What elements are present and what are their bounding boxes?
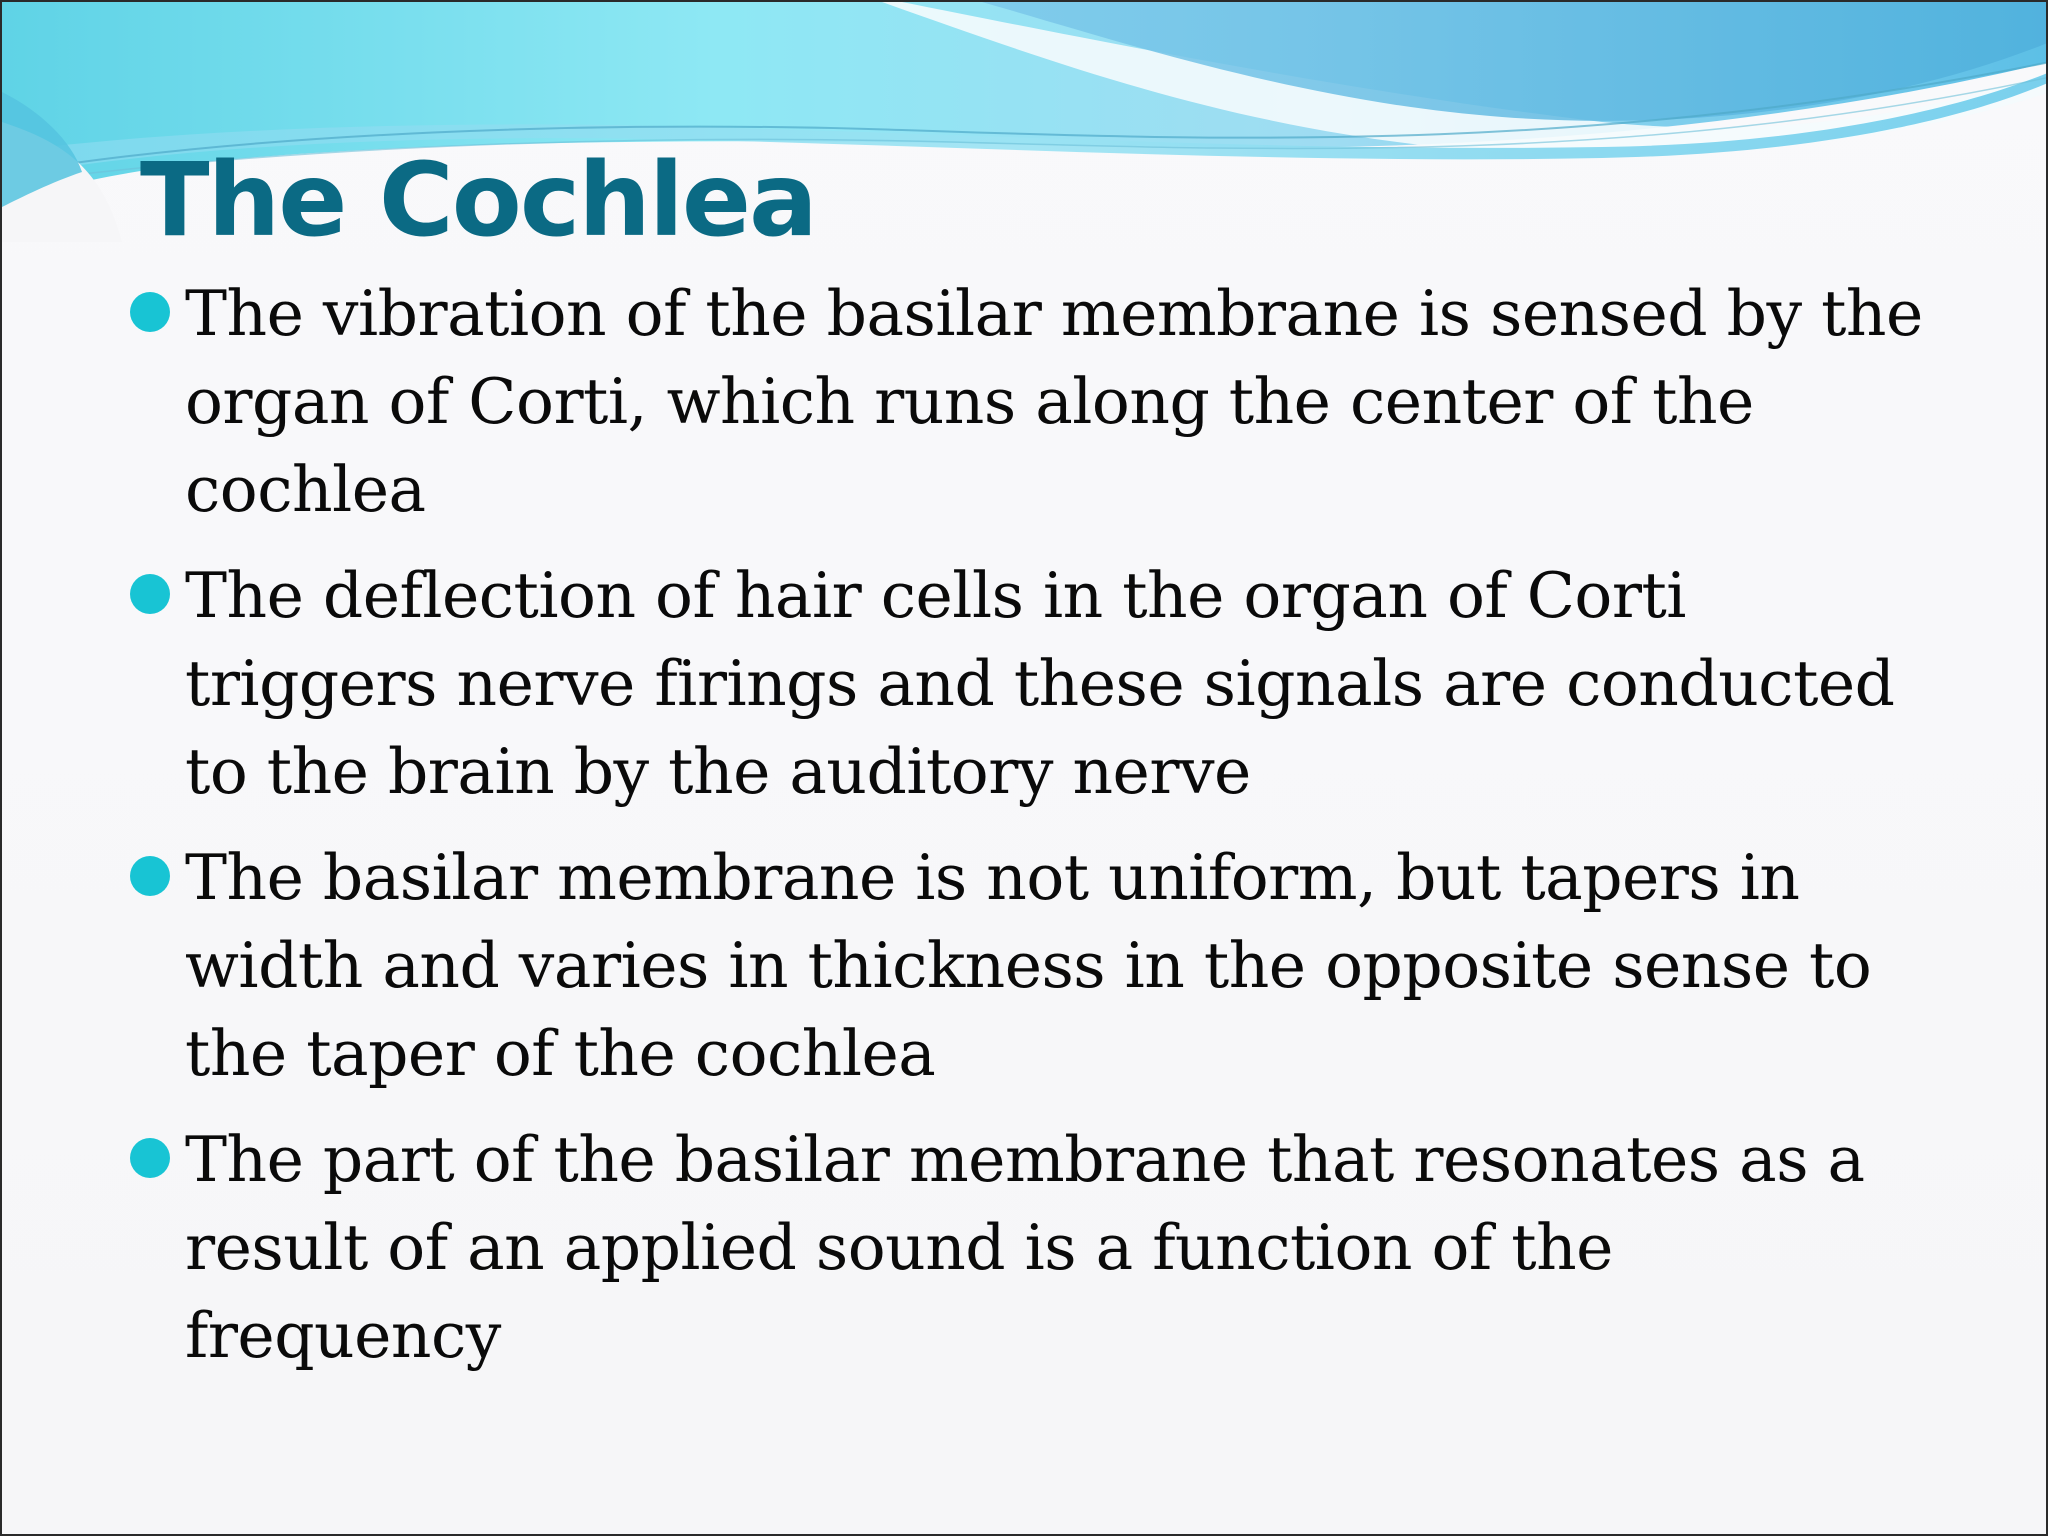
bullet-text: The basilar membrane is not uniform, but tapers in width and varies in thickness in the opposite sense to the taper of the cochlea: [185, 841, 1872, 1090]
bullet-item: [130, 1116, 1930, 1380]
bullet-list: [130, 270, 1930, 1398]
bullet-item: [130, 834, 1930, 1098]
slide-title: The Cochlea: [140, 141, 816, 260]
bullet-text: The part of the basilar membrane that resonates as a result of an applied sound is a function of the frequency: [185, 1123, 1865, 1372]
bullet-icon: [130, 1138, 170, 1178]
bullet-item: [130, 552, 1930, 816]
bullet-icon: [130, 856, 170, 896]
bullet-text: The vibration of the basilar membrane is sensed by the organ of Corti, which runs along the center of the cochlea: [185, 277, 1923, 526]
bullet-icon: [130, 574, 170, 614]
bullet-item: [130, 270, 1930, 534]
bullet-icon: [130, 292, 170, 332]
bullet-text: The deflection of hair cells in the organ of Corti triggers nerve firings and these signals are conducted to the brain by the auditory nerve: [185, 559, 1895, 808]
